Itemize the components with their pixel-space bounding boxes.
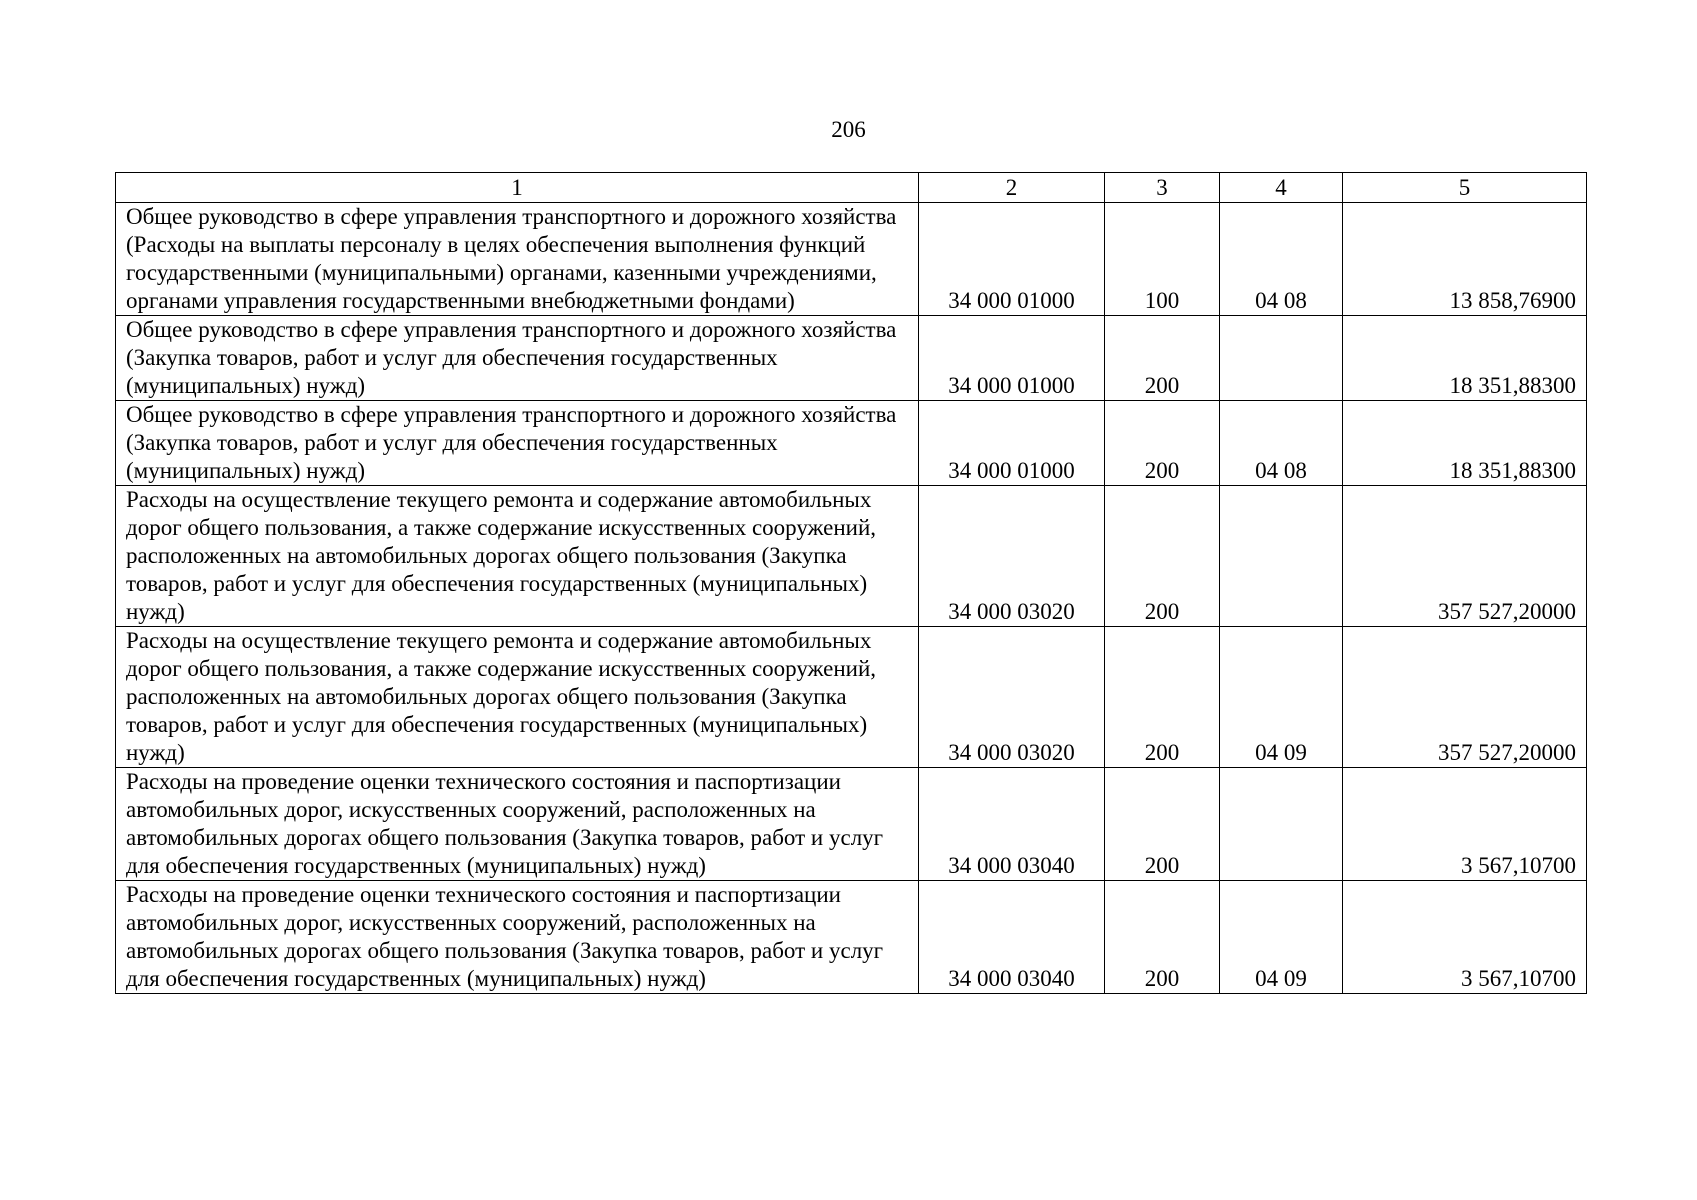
row-expense-type: 200 [1105,768,1220,881]
header-col-1: 1 [116,173,919,203]
row-description: Расходы на осуществление текущего ремонта и содержание автомобильных дорог общего пользования, а также содержание искусственных сооружений, расположенных на автомобильных дорогах общего пользования (Закупка товаров, работ и услуг для обеспечения государственных (муниципальных) нужд) [116,627,919,768]
table-row [116,203,1587,316]
row-section: 04 09 [1220,881,1343,994]
row-description: Общее руководство в сфере управления транспортного и дорожного хозяйства (Закупка товаров, работ и услуг для обеспечения государственных (муниципальных) нужд) [116,401,919,486]
row-amount: 3 567,10700 [1343,768,1587,881]
page-number: 206 [831,117,866,142]
row-amount: 18 351,88300 [1343,401,1587,486]
row-expense-type: 200 [1105,627,1220,768]
row-expense-type: 200 [1105,316,1220,401]
header-col-2: 2 [919,173,1105,203]
row-target-article: 34 000 03020 [919,627,1105,768]
header-col-5: 5 [1343,173,1587,203]
row-target-article: 34 000 03040 [919,881,1105,994]
row-target-article: 34 000 03040 [919,768,1105,881]
row-section [1220,768,1343,881]
row-amount: 13 858,76900 [1343,203,1587,316]
row-description: Расходы на проведение оценки технического состояния и паспортизации автомобильных дорог, искусственных сооружений, расположенных на автомобильных дорогах общего пользования (Закупка товаров, работ и услуг для обеспечения государственных (муниципальных) нужд) [116,881,919,994]
row-section [1220,486,1343,627]
table-row [116,486,1587,627]
row-target-article: 34 000 01000 [919,401,1105,486]
budget-table [115,172,1587,994]
row-target-article: 34 000 01000 [919,203,1105,316]
row-amount: 357 527,20000 [1343,486,1587,627]
row-section [1220,316,1343,401]
row-section: 04 09 [1220,627,1343,768]
row-description: Общее руководство в сфере управления транспортного и дорожного хозяйства (Закупка товаров, работ и услуг для обеспечения государственных (муниципальных) нужд) [116,316,919,401]
row-target-article: 34 000 03020 [919,486,1105,627]
row-amount: 3 567,10700 [1343,881,1587,994]
row-expense-type: 200 [1105,486,1220,627]
row-section: 04 08 [1220,203,1343,316]
table-row [116,316,1587,401]
table-header-row [116,173,1587,203]
row-amount: 357 527,20000 [1343,627,1587,768]
table-row [116,881,1587,994]
row-description: Общее руководство в сфере управления транспортного и дорожного хозяйства (Расходы на выплаты персоналу в целях обеспечения выполнения функций государственными (муниципальными) органами, казенными учреждениями, органами управления государственными внебюджетными фондами) [116,203,919,316]
row-expense-type: 200 [1105,401,1220,486]
row-expense-type: 200 [1105,881,1220,994]
header-col-4: 4 [1220,173,1343,203]
row-target-article: 34 000 01000 [919,316,1105,401]
table-row [116,768,1587,881]
row-expense-type: 100 [1105,203,1220,316]
row-section: 04 08 [1220,401,1343,486]
row-description: Расходы на проведение оценки технического состояния и паспортизации автомобильных дорог, искусственных сооружений, расположенных на автомобильных дорогах общего пользования (Закупка товаров, работ и услуг для обеспечения государственных (муниципальных) нужд) [116,768,919,881]
row-amount: 18 351,88300 [1343,316,1587,401]
row-description: Расходы на осуществление текущего ремонта и содержание автомобильных дорог общего пользования, а также содержание искусственных сооружений, расположенных на автомобильных дорогах общего пользования (Закупка товаров, работ и услуг для обеспечения государственных (муниципальных) нужд) [116,486,919,627]
table-row [116,401,1587,486]
header-col-3: 3 [1105,173,1220,203]
table-row [116,627,1587,768]
